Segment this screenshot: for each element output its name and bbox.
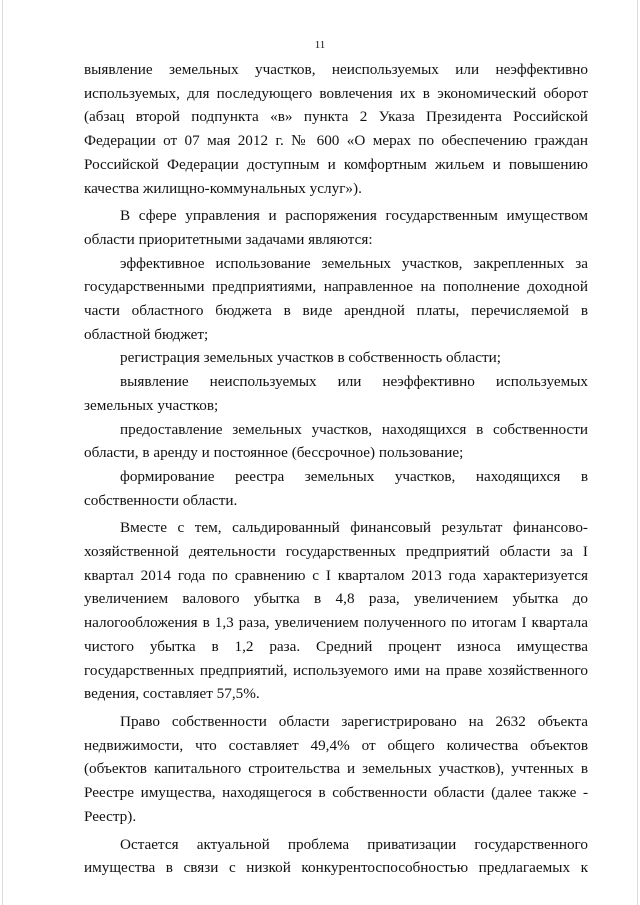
page-number: 11 (314, 39, 326, 51)
paragraph-privatization-problem: Остается актуальной проблема приватизации государственного имущества в связи с низкой конкурентоспособностью предлагаемых к (84, 835, 588, 877)
list-item-land-registration: регистрация земельных участков в собственность области; (120, 349, 502, 367)
paragraph-land-identification: выявление земельных участков, неиспользуемых или неэффективно используемых, для последующего вовлечения их в экономический оборот (абзац второй подпункта «в» пункта 2 Указа Президента Российской Федерации от 07 мая 2012 г. № 600 «О мерах по обеспечению граждан Российской Федерации доступным и комфортным жильем и повышению качества жилищно-коммунальных услуг»). (84, 61, 588, 197)
list-item-land-provision: предоставление земельных участков, находящихся в собственности области, в аренду и постоянное (бессрочное) пользование; (84, 420, 588, 462)
paragraph-financial-results: Вместе с тем, сальдированный финансовый результат финансово-хозяйственной деятельности государственных предприятий области за I квартал 2014 года по сравнению с I кварталом 2013 года характеризуется увеличением валового убытка в 4,8 раза, увеличением убытка до налогообложения в 1,3 раза, увеличением полученного по итогам I квартала чистого убытка в 1,2 раза. Средний процент износа имущества государственных предприятий, используемого ими на праве хозяйственного ведения, составляет 57,5%. (84, 519, 588, 703)
list-item-unused-land-identification: выявление неиспользуемых или неэффективно используемых земельных участков; (84, 373, 588, 414)
list-item-efficient-land-use: эффективное использование земельных участков, закрепленных за государственными предприятиями, направленное на пополнение доходной части областного бюджета в виде арендной платы, перечисляемой в областной бюджет; (84, 254, 588, 343)
page-edge-right (637, 0, 638, 905)
list-item-land-register: формирование реестра земельных участков, находящихся в собственности области. (84, 467, 588, 509)
paragraph-property-rights: Право собственности области зарегистрировано на 2632 объекта недвижимости, что составляет 49,4% от общего количества объектов (объектов капитального строительства и земельных участков), учтенных в Реестре имущества, находящегося в собственности области (далее также - Реестр). (84, 712, 588, 825)
paragraph-priority-tasks-intro: В сфере управления и распоряжения государственным имуществом области приоритетными задачами являются: (84, 207, 588, 248)
document-body (84, 58, 588, 880)
page-edge-left (2, 0, 3, 905)
